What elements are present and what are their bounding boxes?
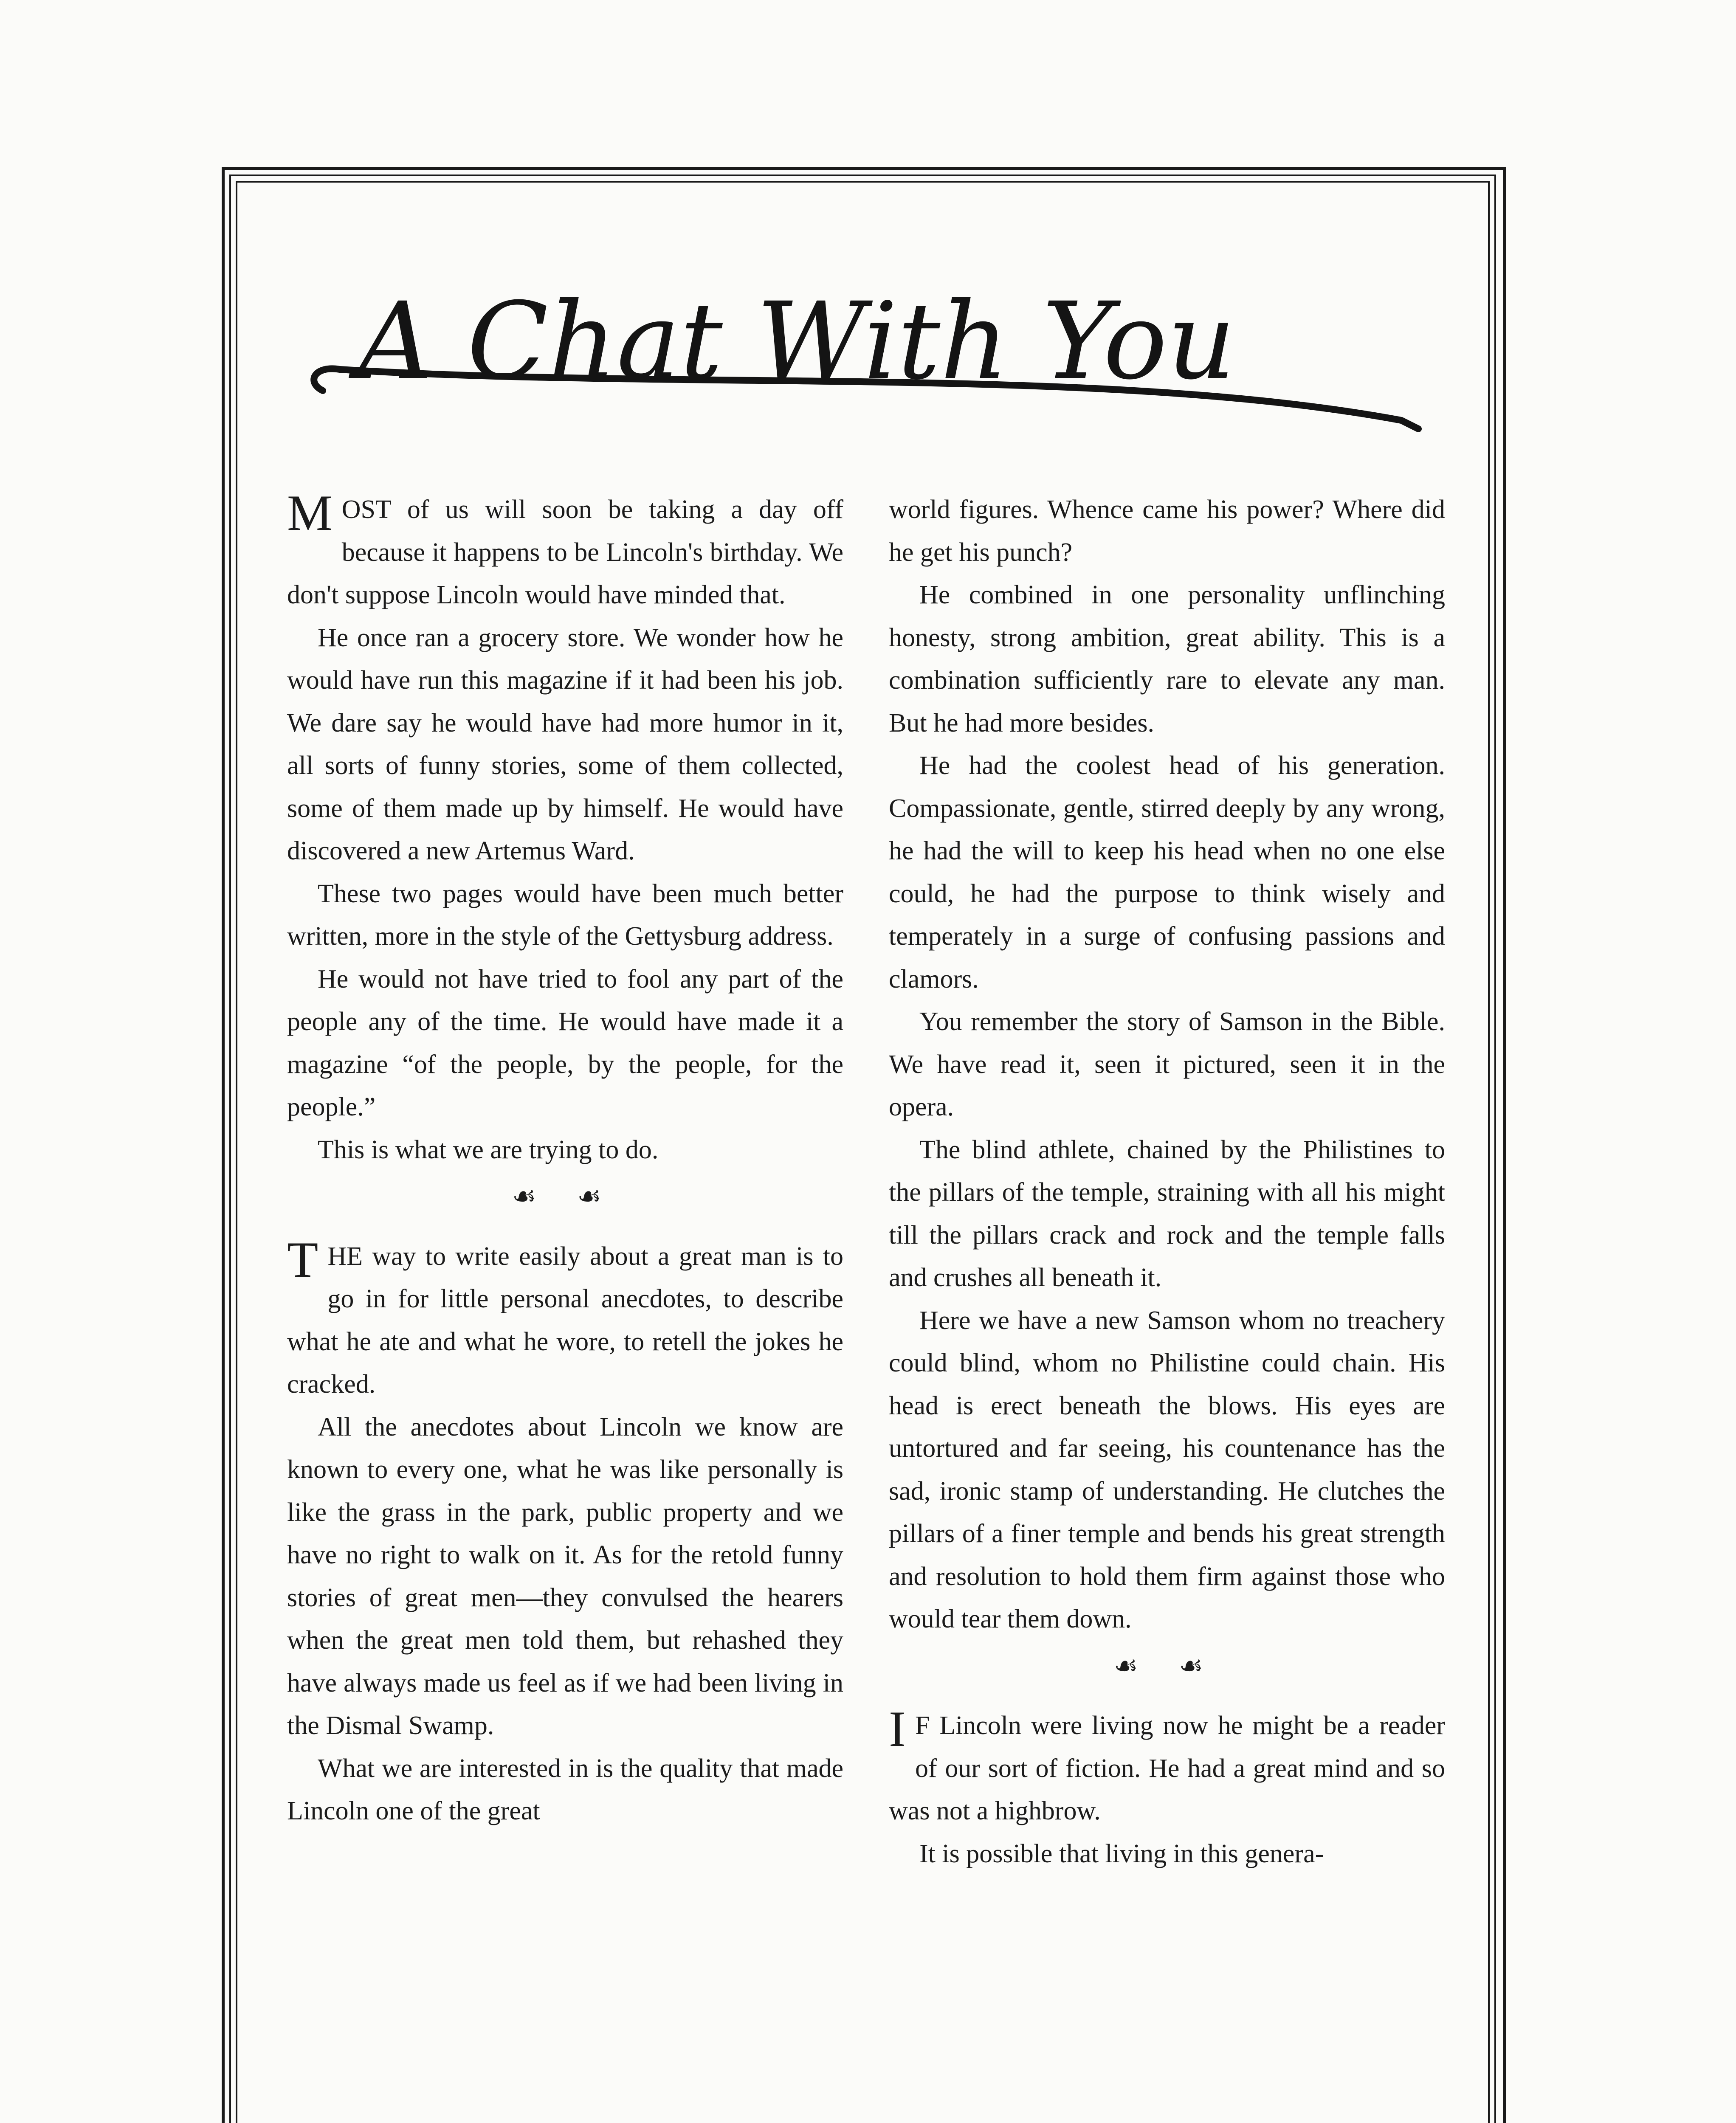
- paragraph: These two pages would have been much better written, more in the style of the Gettysburg address.: [287, 879, 843, 951]
- paragraph: This is what we are trying to do.: [318, 1135, 659, 1164]
- paragraph: You remember the story of Samson in the Bible. We have read it, seen it pictured, seen it in the opera.: [889, 1007, 1445, 1121]
- article-column-right: [889, 488, 1445, 1875]
- paragraph: He once ran a grocery store. We wonder how he would have run this magazine if it had been his job. We dare say he would have had more humor in it, all sorts of funny stories, some of them collected, some of them made up by himself. He would have discovered a new Artemus Ward.: [287, 623, 843, 865]
- drop-cap: T: [287, 1231, 318, 1288]
- paragraph: All the anecdotes about Lincoln we know are known to every one, what he was like personally is like the grass in the park, public property and we have no right to walk on it. As for the retold funny stories of great men—they convulsed the hearers when the great men told them, but rehashed they have always made us feel as if we had been living in the Dismal Swamp.: [287, 1412, 843, 1740]
- paragraph: world figures. Whence came his power? Where did he get his punch?: [889, 495, 1445, 567]
- paragraph: He combined in one personality unflinching honesty, strong ambition, great ability. This is a combination sufficiently rare to elevate any man. But he had more besides.: [889, 580, 1445, 738]
- paragraph: What we are interested in is the quality that made Lincoln one of the great: [287, 1754, 843, 1825]
- paragraph: He had the coolest head of his generation. Compassionate, gentle, stirred deeply by any wrong, he had the will to keep his head when no one else could, he had the purpose to think wisely and temperately in a surge of confusing passions and clamors.: [889, 751, 1445, 994]
- paragraph: [287, 1231, 843, 1406]
- section-ornament: ☙ ☙: [1113, 1650, 1220, 1681]
- handwritten-heading: [297, 238, 1444, 493]
- paragraph: It is possible that living in this genera-: [919, 1839, 1324, 1868]
- paragraph: [287, 484, 843, 617]
- paragraph: Here we have a new Samson whom no treachery could blind, whom no Philistine could chain. His head is erect beneath the blows. His eyes are untortured and far seeing, his countenance has the sad, ironic stamp of understanding. He clutches the pillars of a finer temple and bends his great strength and resolution to hold them firm against those who would tear them down.: [889, 1306, 1445, 1633]
- section-ornament: ☙ ☙: [512, 1181, 619, 1211]
- paragraph-text: HE way to write easily about a great man is to go in for little personal anecdotes, to describe what he ate and what he wore, to retell the jokes he cracked.: [287, 1242, 843, 1399]
- drop-cap: M: [287, 484, 333, 541]
- paragraph: The blind athlete, chained by the Philistines to the pillars of the temple, straining with all his might till the pillars crack and rock and the temple falls and crushes all beneath it.: [889, 1135, 1445, 1292]
- paragraph: He would not have tried to fool any part of the people any of the time. He would have made it a magazine “of the people, by the people, for the people.”: [287, 964, 843, 1121]
- article-column-left: [287, 484, 843, 1833]
- drop-cap: I: [889, 1701, 906, 1757]
- paragraph-text: F Lincoln were living now he might be a reader of our sort of fiction. He had a great mind and so was not a highbrow.: [889, 1711, 1445, 1825]
- paragraph-text: OST of us will soon be taking a day off because it happens to be Lincoln's birthday. We don't suppose Lincoln would have minded that.: [287, 495, 843, 609]
- paragraph: [889, 1701, 1445, 1833]
- heading-text: A Chat With You: [357, 279, 1236, 403]
